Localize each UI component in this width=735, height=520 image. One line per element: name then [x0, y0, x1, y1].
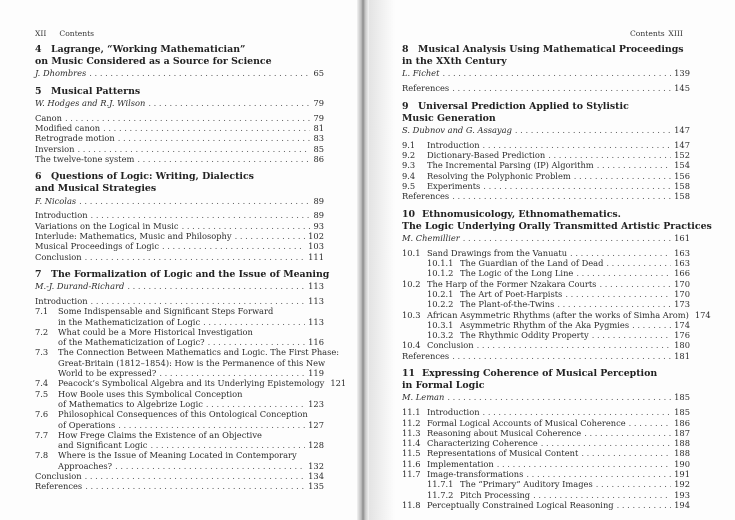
book-spine	[357, 0, 369, 520]
entry-title: References	[402, 350, 450, 361]
entry-title: Reasoning about Musical Coherence	[427, 427, 582, 438]
entry-title: The Rhythmic Oddity Property	[460, 330, 589, 341]
entry-number: 7.8	[35, 450, 49, 461]
entry-title: Great-Britain (1812–1854): How is the Permanence of this New	[58, 357, 326, 368]
chapter-title[interactable]	[35, 56, 272, 68]
entry-title: The “Primary” Auditory Images	[460, 479, 593, 490]
dot-leader	[442, 68, 671, 79]
entry-title: Where is the Issue of Meaning Located in Contemporary	[58, 450, 297, 461]
page-number: 111	[308, 251, 324, 262]
entry-title: References	[402, 83, 450, 94]
toc-entry[interactable]	[402, 191, 690, 202]
entry-title: Representations of Musical Content	[427, 448, 579, 459]
entry-title: Asymmetric Rhythm of the Aka Pygmies	[460, 319, 630, 330]
entry-title: Pitch Processing	[460, 489, 531, 500]
entry-title: Sand Drawings from the Vanuatu	[427, 247, 568, 258]
dot-leader	[79, 196, 310, 207]
chapter-title-text: The Logic Underlying Orally Transmitted Artistic Practices	[402, 220, 712, 232]
entry-title: The Plant-of-the-Twins	[460, 299, 555, 310]
page-number: 135	[308, 481, 324, 492]
page-number: 79	[313, 112, 324, 123]
entry-number: 9.1	[402, 139, 416, 150]
page-number: 119	[308, 368, 324, 378]
toc-entry[interactable]	[35, 154, 324, 165]
page-number: 89	[313, 210, 324, 221]
chapter-author-line[interactable]	[35, 281, 324, 292]
chapter-author-line[interactable]	[35, 68, 324, 79]
chapter-title[interactable]	[402, 56, 507, 68]
entry-number: 10.1.1	[427, 258, 454, 268]
entry-number: 11.1	[402, 407, 421, 418]
page-number: 158	[674, 180, 690, 191]
right-page	[369, 0, 735, 520]
entry-title: Image-transformations	[427, 469, 524, 479]
entry-number: 11.2	[402, 417, 421, 428]
entry-title: The Logic of the Long Line	[460, 268, 574, 279]
chapter-title[interactable]	[402, 113, 496, 125]
entry-title: The Guardian of the Land of Dead	[460, 258, 604, 268]
entry-number: 9.2	[402, 150, 416, 160]
right-running-head	[630, 29, 683, 38]
chapter-number: 7	[35, 268, 42, 280]
page-number: 154	[674, 160, 690, 171]
toc-entry[interactable]	[402, 83, 690, 94]
entry-title: References	[402, 191, 450, 202]
chapter-title-text: in Formal Logic	[402, 380, 485, 392]
entry-title: The Incremental Parsing (IP) Algorithm	[427, 160, 594, 171]
entry-number: 10.2	[402, 278, 421, 289]
page-number: 128	[308, 440, 324, 451]
page-number: 86	[313, 153, 324, 164]
page-number: 166	[674, 268, 690, 279]
entry-number: 11.8	[402, 499, 421, 510]
page-number: 103	[308, 241, 324, 252]
page-number: 113	[308, 281, 324, 292]
chapter-title[interactable]	[35, 171, 254, 183]
page-number: 85	[313, 143, 324, 154]
page-number: 190	[674, 458, 690, 469]
page-number: 152	[674, 150, 690, 160]
entry-number: 9.3	[402, 160, 416, 171]
chapter-title[interactable]	[402, 209, 621, 221]
entry-number: 10.3.1	[427, 319, 454, 330]
page-number: 192	[674, 479, 690, 490]
entry-title: Introduction	[35, 210, 88, 221]
entry-title: of Operations	[58, 419, 116, 430]
page-number: 180	[674, 340, 690, 351]
entry-number: 11.4	[402, 438, 421, 449]
left-folio: XII	[35, 29, 47, 38]
entry-number: 9.4	[402, 170, 416, 181]
page-number: 158	[674, 191, 690, 202]
chapter-author: L. Fichet	[402, 68, 440, 79]
entry-title: The Art of Poet-Harpists	[460, 288, 563, 299]
chapter-number: 6	[35, 171, 42, 183]
entry-title: Inversion	[35, 143, 75, 154]
left-running-title: Contents	[59, 29, 95, 38]
chapter-title[interactable]	[402, 380, 484, 392]
entry-title: References	[35, 481, 83, 492]
dot-leader	[452, 351, 671, 362]
chapter-author: J. Dhombres	[35, 68, 87, 79]
entry-number: 9.5	[402, 180, 416, 191]
page-number: 79	[313, 97, 324, 108]
page-number: 139	[674, 68, 690, 79]
toc-entry[interactable]	[35, 481, 324, 492]
entry-title: Conclusion	[35, 471, 82, 481]
chapter-title-text: Universal Prediction Applied to Stylistic	[418, 100, 629, 112]
page-number: 147	[674, 139, 690, 150]
chapter-title[interactable]	[402, 44, 684, 56]
entry-title: in the Mathematicization of Logic	[58, 316, 201, 327]
entry-number: 11.3	[402, 427, 421, 438]
entry-number: 10.1.2	[427, 268, 454, 279]
chapter-title[interactable]	[35, 86, 140, 98]
entry-number: 11.7.2	[427, 489, 454, 500]
entry-number: 10.4	[402, 340, 421, 351]
entry-number: 7.5	[35, 388, 49, 399]
entry-number: 10.3.2	[427, 330, 454, 341]
chapter-author: M. Leman	[402, 392, 445, 403]
page-number: 147	[674, 124, 690, 135]
entry-title: The twelve-tone system	[35, 153, 135, 164]
left-running-head	[35, 29, 94, 38]
chapter-title-text: Music Generation	[402, 112, 496, 124]
entry-title: Some Indispensable and Significant Steps Forward	[58, 306, 274, 317]
entry-title: Philosophical Consequences of this Ontological Conception	[58, 409, 308, 420]
chapter-author-line[interactable]	[402, 233, 690, 244]
entry-number: 7.4	[35, 378, 49, 389]
chapter-title-text: The Formalization of Logic and the Issue of Meaning	[51, 268, 330, 280]
page-number: 188	[674, 438, 690, 449]
dot-leader	[85, 481, 305, 492]
page-number: 156	[674, 170, 690, 181]
chapter-author: M.-J. Durand-Richard	[35, 281, 125, 292]
entry-title: World to be expressed?	[58, 368, 157, 378]
entry-title: Retrograde motion	[35, 133, 115, 144]
chapter-title-text: on Music Considered as a Source for Science	[35, 56, 272, 68]
right-running-title: Contents	[630, 29, 665, 38]
entry-number: 7.7	[35, 429, 49, 440]
chapter-title-text: Musical Patterns	[51, 85, 141, 97]
entry-title: Introduction	[427, 139, 480, 150]
page-number: 170	[674, 288, 690, 299]
entry-title: of the Mathematicization of Logic?	[58, 337, 205, 348]
chapter-author: W. Hodges and R.J. Wilson	[35, 97, 146, 108]
page-number: 113	[308, 295, 324, 306]
chapter-title[interactable]	[402, 221, 712, 233]
page-number: 65	[313, 68, 324, 79]
dot-leader	[127, 281, 305, 292]
page-number: 173	[674, 299, 690, 310]
entry-title: The Harp of the Former Nzakara Courts	[427, 278, 597, 289]
entry-title: What could be a More Historical Investigation	[58, 326, 253, 337]
chapter-title[interactable]	[402, 101, 629, 113]
entry-number: 11.6	[402, 458, 421, 469]
page-number: 81	[313, 123, 324, 133]
dot-leader	[463, 233, 671, 244]
chapter-author: S. Dubnov and G. Assayag	[402, 124, 512, 135]
page-number: 187	[674, 427, 690, 438]
entry-title: Conclusion	[427, 340, 474, 351]
chapter-author-line[interactable]	[402, 392, 690, 403]
entry-title: Introduction	[427, 407, 480, 418]
entry-number: 10.3	[402, 309, 421, 320]
entry-title: Peacock’s Symbolical Algebra and its Underlying Epistemology	[58, 378, 325, 389]
entry-title: Canon	[35, 112, 62, 123]
chapter-author-line[interactable]	[402, 125, 690, 136]
page-number: 89	[313, 195, 324, 206]
page-number: 188	[674, 448, 690, 459]
chapter-title[interactable]	[35, 44, 245, 56]
page-number: 163	[674, 258, 690, 268]
chapter-author: M. Chemillier	[402, 232, 460, 243]
page-number: 185	[674, 407, 690, 418]
page-number: 193	[674, 489, 690, 500]
entry-title: Approaches?	[58, 460, 113, 471]
page-number: 170	[674, 278, 690, 289]
chapter-number: 4	[35, 44, 42, 55]
page-number: 93	[313, 220, 324, 231]
entry-title: Variations on the Logical in Music	[35, 220, 179, 231]
toc-entry[interactable]	[402, 500, 690, 511]
dot-leader	[85, 252, 306, 263]
page-number: 127	[308, 419, 324, 430]
page-number: 185	[674, 392, 690, 403]
chapter-title-text: and Musical Strategies	[35, 183, 157, 195]
chapter-title-text: Lagrange, “Working Mathematician”	[51, 44, 246, 55]
dot-leader	[452, 83, 671, 94]
dot-leader	[515, 125, 671, 136]
chapter-title-text: in the XXth Century	[402, 56, 507, 68]
chapter-author: F. Nicolas	[35, 195, 77, 206]
entry-title: How Boole uses this Symbolical Conception	[58, 388, 243, 399]
page-number: 186	[674, 417, 690, 428]
dot-leader	[148, 98, 310, 109]
page-number: 191	[674, 469, 690, 479]
right-folio: XIII	[668, 29, 683, 38]
entry-title: How Frege Claims the Existence of an Objective	[58, 429, 262, 440]
chapter-author-line[interactable]	[35, 98, 324, 109]
chapter-title[interactable]	[35, 183, 156, 195]
chapter-title-text: Musical Analysis Using Mathematical Proceedings	[418, 44, 684, 55]
dot-leader	[617, 500, 672, 511]
entry-number: 7.6	[35, 409, 49, 420]
chapter-number: 11	[402, 368, 416, 379]
page-number: 83	[313, 133, 324, 144]
entry-number: 10.2.2	[427, 299, 454, 310]
entry-title: Perceptually Constrained Logical Reasoning	[427, 499, 614, 510]
entry-number: 11.5	[402, 448, 421, 459]
chapter-author-line[interactable]	[35, 196, 324, 207]
page-number: 102	[308, 231, 324, 241]
entry-number: 7.2	[35, 326, 49, 337]
page-number: 145	[674, 83, 690, 94]
page-number: 123	[308, 398, 324, 409]
page-number: 174	[694, 309, 711, 320]
entry-number: 11.7.1	[427, 479, 454, 490]
entry-number: 10.2.1	[427, 288, 454, 299]
chapter-number: 5	[35, 85, 42, 97]
dot-leader	[89, 68, 310, 79]
entry-title: Implementation	[427, 458, 494, 469]
dot-leader	[447, 392, 671, 403]
entry-title: Characterizing Coherence	[427, 438, 538, 449]
page-number: 181	[674, 350, 690, 361]
toc-entry[interactable]	[35, 252, 324, 263]
chapter-title-text: Questions of Logic: Writing, Dialectics	[51, 171, 254, 183]
chapter-author-line[interactable]	[402, 68, 690, 79]
page-number: 194	[674, 499, 690, 510]
left-page	[0, 0, 357, 520]
toc-entry[interactable]	[402, 351, 690, 362]
dot-leader	[452, 191, 671, 202]
entry-title: African Asymmetric Rhythms (after the works of Simha Arom)	[427, 309, 689, 320]
page-number: 134	[308, 471, 324, 481]
entry-title: Conclusion	[35, 251, 82, 262]
entry-title: Musical Proceedings of Logic	[35, 241, 159, 252]
chapter-number: 9	[402, 100, 409, 112]
page-number: 174	[674, 319, 690, 330]
entry-title: Introduction	[35, 295, 88, 306]
chapter-number: 10	[402, 208, 416, 220]
page-number: 116	[308, 337, 324, 348]
entry-title: Dictionary-Based Prediction	[427, 150, 546, 160]
chapter-number: 8	[402, 44, 409, 55]
chapter-title[interactable]	[35, 269, 329, 281]
chapter-title[interactable]	[402, 368, 657, 380]
page-number: 176	[674, 330, 690, 341]
entry-title: Interlude: Mathematics, Music and Philosophy	[35, 231, 232, 241]
dot-leader	[137, 154, 310, 165]
entry-title: Resolving the Polyphonic Problem	[427, 170, 571, 181]
page-number: 113	[308, 316, 324, 327]
entry-title: Formal Logical Accounts of Musical Coherence	[427, 417, 626, 428]
entry-number: 7.1	[35, 306, 49, 317]
page-number: 161	[674, 232, 690, 243]
entry-number: 11.7	[402, 469, 421, 479]
entry-title: The Connection Between Mathematics and Logic. The First Phase:	[58, 347, 340, 358]
page-number: 132	[308, 460, 324, 471]
page-number: 163	[674, 247, 690, 258]
entry-title: Modified canon	[35, 123, 101, 133]
entry-number: 7.3	[35, 347, 49, 358]
entry-number: 10.1	[402, 247, 421, 258]
chapter-title-text: Expressing Coherence of Musical Perception	[422, 368, 658, 379]
entry-title: and Significant Logic	[58, 440, 148, 451]
chapter-title-text: Ethnomusicology, Ethnomathematics.	[422, 208, 621, 220]
page-number: 121	[330, 378, 347, 389]
entry-title: of Mathematics to Algebrize Logic	[58, 398, 203, 409]
entry-title: Experiments	[427, 180, 481, 191]
